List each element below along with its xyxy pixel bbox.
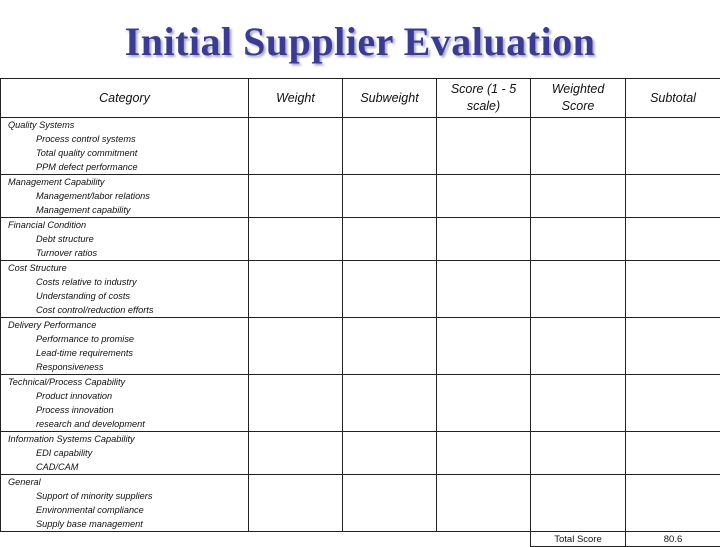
subweight-cell[interactable]: [343, 475, 437, 532]
criterion-item: Management capability: [8, 203, 248, 217]
criterion-item: PPM defect performance: [8, 160, 248, 174]
weighted-score-cell[interactable]: [531, 118, 626, 175]
subweight-cell[interactable]: [343, 218, 437, 261]
weight-cell[interactable]: [249, 375, 343, 432]
category-row: [1, 475, 720, 532]
criterion-item: Product innovation: [8, 389, 248, 403]
criterion-item: Environmental compliance: [8, 503, 248, 517]
category-row: [1, 118, 720, 175]
criterion-item: Costs relative to industry: [8, 275, 248, 289]
criterion-item: Turnover ratios: [8, 246, 248, 260]
score-cell[interactable]: [437, 175, 531, 218]
criterion-item: Total quality commitment: [8, 146, 248, 160]
category-header: Category: [1, 79, 249, 118]
criterion-item: Process control systems: [8, 132, 248, 146]
category-row: [1, 318, 720, 375]
category-cell: [1, 318, 249, 375]
weight-cell[interactable]: [249, 432, 343, 475]
subtotal-cell[interactable]: [626, 261, 720, 318]
weight-cell[interactable]: [249, 175, 343, 218]
category-cell: [1, 432, 249, 475]
criterion-item: Responsiveness: [8, 360, 248, 374]
footer-spacer: [343, 532, 437, 547]
subtotal-cell[interactable]: [626, 432, 720, 475]
weighted-score-cell[interactable]: [531, 375, 626, 432]
weighted-score-cell[interactable]: [531, 432, 626, 475]
criterion-item: Performance to promise: [8, 332, 248, 346]
footer-spacer: [1, 532, 249, 547]
score-cell[interactable]: [437, 318, 531, 375]
score-header-line1: Score (1 - 5: [451, 82, 516, 96]
criterion-item: Management/labor relations: [8, 189, 248, 203]
category-name: Quality Systems: [8, 118, 248, 132]
subtotal-cell[interactable]: [626, 218, 720, 261]
criterion-item: research and development: [8, 417, 248, 431]
score-cell[interactable]: [437, 261, 531, 318]
category-name: Financial Condition: [8, 218, 248, 232]
criterion-item: Cost control/reduction efforts: [8, 303, 248, 317]
category-name: Technical/Process Capability: [8, 375, 248, 389]
weighted-score-cell[interactable]: [531, 261, 626, 318]
category-name: Information Systems Capability: [8, 432, 248, 446]
weight-cell[interactable]: [249, 118, 343, 175]
category-cell: [1, 118, 249, 175]
category-row: [1, 261, 720, 318]
subweight-cell[interactable]: [343, 375, 437, 432]
category-name: Delivery Performance: [8, 318, 248, 332]
weighted-score-cell[interactable]: [531, 318, 626, 375]
weight-header: Weight: [249, 79, 343, 118]
score-header: [437, 79, 531, 118]
category-row: [1, 375, 720, 432]
subweight-cell[interactable]: [343, 261, 437, 318]
criterion-item: Lead-time requirements: [8, 346, 248, 360]
subtotal-cell[interactable]: [626, 375, 720, 432]
score-cell[interactable]: [437, 118, 531, 175]
subweight-cell[interactable]: [343, 175, 437, 218]
subweight-cell[interactable]: [343, 318, 437, 375]
subtotal-cell[interactable]: [626, 175, 720, 218]
subtotal-header: Subtotal: [626, 79, 720, 118]
score-cell[interactable]: [437, 218, 531, 261]
weight-cell[interactable]: [249, 318, 343, 375]
total-score-value: 80.6: [626, 532, 720, 547]
score-cell[interactable]: [437, 375, 531, 432]
subweight-header: Subweight: [343, 79, 437, 118]
criterion-item: EDI capability: [8, 446, 248, 460]
category-name: Cost Structure: [8, 261, 248, 275]
weighted-score-cell[interactable]: [531, 175, 626, 218]
criterion-item: Understanding of costs: [8, 289, 248, 303]
weighted-score-header: [531, 79, 626, 118]
category-cell: [1, 375, 249, 432]
category-row: [1, 175, 720, 218]
evaluation-table: [0, 78, 720, 547]
weighted-score-cell[interactable]: [531, 475, 626, 532]
subweight-cell[interactable]: [343, 118, 437, 175]
criterion-item: Process innovation: [8, 403, 248, 417]
category-cell: [1, 218, 249, 261]
weight-cell[interactable]: [249, 218, 343, 261]
total-score-label: Total Score: [531, 532, 626, 547]
weight-cell[interactable]: [249, 475, 343, 532]
score-cell[interactable]: [437, 432, 531, 475]
header-row: [1, 79, 720, 118]
category-name: Management Capability: [8, 175, 248, 189]
weighted-header-line2: Score: [562, 99, 595, 113]
weighted-header-line1: Weighted: [552, 82, 605, 96]
footer-spacer: [249, 532, 343, 547]
score-cell[interactable]: [437, 475, 531, 532]
criterion-item: CAD/CAM: [8, 460, 248, 474]
subweight-cell[interactable]: [343, 432, 437, 475]
total-row: [1, 532, 720, 547]
category-cell: [1, 261, 249, 318]
category-row: [1, 218, 720, 261]
category-row: [1, 432, 720, 475]
category-cell: [1, 475, 249, 532]
weight-cell[interactable]: [249, 261, 343, 318]
category-cell: [1, 175, 249, 218]
subtotal-cell[interactable]: [626, 475, 720, 532]
page-title: Initial Supplier Evaluation: [0, 18, 720, 65]
footer-spacer: [437, 532, 531, 547]
weighted-score-cell[interactable]: [531, 218, 626, 261]
category-name: General: [8, 475, 248, 489]
subtotal-cell[interactable]: [626, 118, 720, 175]
criterion-item: Supply base management: [8, 517, 248, 531]
criterion-item: Debt structure: [8, 232, 248, 246]
criterion-item: Support of minority suppliers: [8, 489, 248, 503]
subtotal-cell[interactable]: [626, 318, 720, 375]
score-header-line2: scale): [467, 99, 500, 113]
